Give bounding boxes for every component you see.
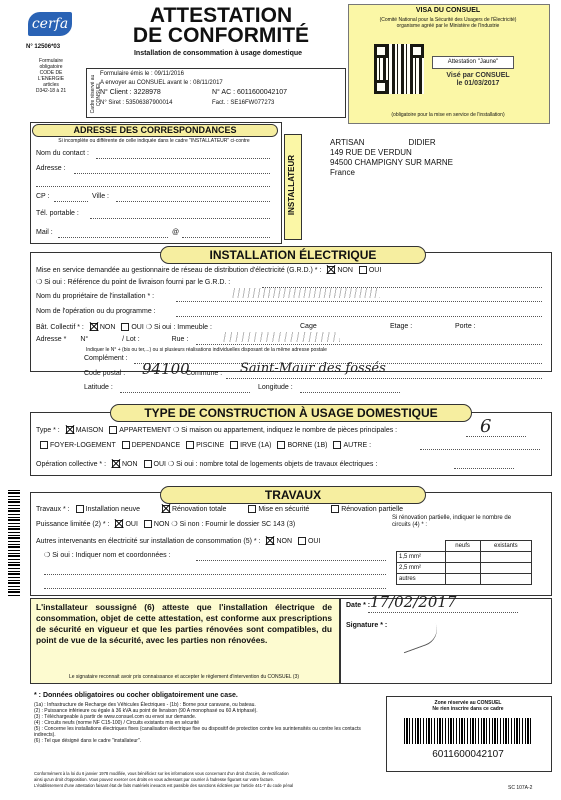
type-items-line: FOYER-LOGEMENT DEPENDANCE PISCINE IRVE (1A) BORNE (1B) AUTRE :: [36, 441, 371, 450]
owner-field[interactable]: [176, 301, 542, 302]
date-value: 17/02/2017: [370, 593, 457, 611]
zone-barcode: [404, 718, 532, 744]
complement-label: Complément :: [84, 355, 128, 362]
bat-non-checkbox[interactable]: [90, 323, 98, 331]
city-field[interactable]: [116, 201, 270, 202]
address-line: Adresse * N° / Lot : Rue :: [36, 336, 189, 343]
address-header: ADRESSE DES CORRESPONDANCES: [32, 124, 278, 137]
autres-line: Autres intervenants en électricité sur installation de consommation (5) * : NON OUI: [36, 537, 321, 545]
neuve-checkbox[interactable]: [76, 505, 84, 513]
grd-oui-checkbox[interactable]: [359, 266, 367, 274]
foyer-checkbox[interactable]: [40, 441, 48, 449]
date-label: Date * :: [346, 602, 371, 609]
statement-text: L'installateur soussigné (6) atteste que l'installation électrique de consommation, objet de cette attestation, est conforme aux prescriptions de sécurité en vigueur et que les parties rénovées sont compatibles, du point de vue de la sécurité, avec les parties non rénovées.: [36, 602, 332, 645]
si-oui-line: ❍ Si oui : Indiquer nom et coordonnées :: [44, 552, 171, 559]
appartement-checkbox[interactable]: [109, 426, 117, 434]
mail-domain-field[interactable]: [182, 237, 270, 238]
logements-field[interactable]: [454, 468, 514, 469]
cp-field[interactable]: [54, 201, 88, 202]
latitude-label: Latitude :: [84, 384, 113, 391]
collective-non-checkbox[interactable]: [112, 460, 120, 468]
grd-line: Mise en service demandée au gestionnaire de réseau de distribution d'électricité (G.R.D.) * : NON OUI: [36, 266, 382, 274]
qr-code: [374, 44, 424, 94]
latitude-field[interactable]: [120, 392, 250, 393]
bat-oui-checkbox[interactable]: [121, 323, 129, 331]
commune-label: Commune :: [186, 370, 223, 377]
mise-securite-checkbox[interactable]: [248, 505, 256, 513]
commune-value: Saint-Maur des fossés: [240, 361, 386, 376]
address-note: Indiquer le N° + (bis ou ter,...) ou si plusieurs réalisations individuelles disposant de la même adresse postale: [86, 347, 327, 353]
commune-field[interactable]: [226, 378, 542, 379]
intervenant-field[interactable]: [196, 560, 386, 561]
signature-label: Signature * :: [346, 622, 388, 629]
longitude-field[interactable]: [300, 392, 400, 393]
zone-number: 6011600042107: [432, 749, 504, 760]
intervenant-field-3[interactable]: [44, 588, 386, 589]
postal-code-value: 94100: [142, 360, 190, 378]
partial-note: Si rénovation partielle, indiquer le nombre de circuits (4) * :: [392, 515, 512, 528]
maison-checkbox[interactable]: [66, 426, 74, 434]
form-issued: Formulaire émis le : 09/11/2016: [100, 71, 184, 77]
bat-collectif-line: Bât. Collectif * : NON OUI ❍ Si oui : Immeuble :: [36, 323, 212, 331]
legal-side-text: Formulaire obligatoire CODE DE L'ENERGIE articles D342-18 à 21: [35, 58, 67, 94]
owner-scribble: [230, 288, 380, 298]
pieces-value: 6: [480, 416, 492, 437]
postal-code-label: Code postal :: [84, 370, 126, 377]
cp-label: CP :: [36, 193, 50, 200]
grd-ref-line: ❍ Si oui : Référence du point de livraison fourni par le G.R.D. :: [36, 279, 231, 286]
visa-header: VISA DU CONSUEL: [415, 7, 481, 14]
cerfa-logo: cerfa: [28, 12, 72, 36]
cerfa-number: N° 12506*03: [26, 44, 61, 50]
fact-number: Fact. : SE16FW077273: [212, 100, 275, 106]
send-before: A envoyer au CONSUEL avant le : 08/11/2017: [100, 80, 223, 86]
installation-header: INSTALLATION ÉLECTRIQUE: [160, 246, 426, 264]
zone-reservee-text: Zone réservée au CONSUEL Ne rien inscrire dans ce cadre: [432, 700, 504, 712]
street-scribble: [220, 332, 340, 342]
address-label: Adresse :: [36, 165, 66, 172]
visa-org: (Comité National pour la Sécurité des Usagers de l'Électricité) organisme agréé par le Ministère de l'Industrie: [379, 17, 517, 29]
porte-label: Porte :: [455, 323, 476, 330]
piscine-checkbox[interactable]: [186, 441, 194, 449]
renovation-totale-checkbox[interactable]: [162, 505, 170, 513]
page-title: ATTESTATION DE CONFORMITÉ: [132, 4, 310, 47]
construction-header: TYPE DE CONSTRUCTION À USAGE DOMESTIQUE: [110, 404, 472, 422]
puissance-oui-checkbox[interactable]: [115, 520, 123, 528]
address-field[interactable]: [74, 173, 270, 174]
cage-label: Cage: [300, 323, 317, 330]
intervenant-field-2[interactable]: [44, 574, 386, 575]
etage-label: Etage :: [390, 323, 413, 330]
address-field-2[interactable]: [36, 186, 270, 187]
city-label: Ville :: [92, 193, 109, 200]
installer-address: ARTISAN DIDIER 149 RUE DE VERDUN 94500 CHAMPIGNY SUR MARNE France: [330, 138, 453, 177]
phone-label: Tél. portable :: [36, 210, 79, 217]
autre-checkbox[interactable]: [333, 441, 341, 449]
visa-stamp: Visé par CONSUEL le 01/03/2017: [446, 72, 510, 87]
date-field[interactable]: [368, 612, 518, 613]
reserved-side-label: Cadre réservé au CONSUEL: [90, 74, 102, 114]
address-sub: Si incomplète ou différente de celle indiquée dans le cadre "INSTALLATEUR" ci-contre: [58, 138, 250, 144]
installer-side-label: INSTALLATEUR: [287, 154, 296, 216]
collective-oui-checkbox[interactable]: [144, 460, 152, 468]
visa-footer: (obligatoire pour la mise en service de l'installation): [391, 112, 505, 118]
statement-footer: Le signataire reconnait avoir pris connaissance et accepter le règlement d'intervention du CONSUEL (3): [68, 674, 300, 680]
travaux-line: Travaux * : Installation neuve Rénovation totale Mise en sécurité Rénovation partielle: [36, 505, 404, 513]
autre-field[interactable]: [420, 449, 540, 450]
operation-field[interactable]: [176, 316, 542, 317]
ac-number: N° AC : 6011600042107: [212, 89, 288, 96]
borne-checkbox[interactable]: [277, 441, 285, 449]
collective-line: Opération collective * : NON OUI ❍ Si oui : nombre total de logements objets de travaux électriques :: [36, 460, 378, 468]
notes-list: (1a) : Infrastructure de Recharge des Véhicules Électriques - (1b) : Borne pour caravane, ou bateau. (2) : Puissance inférieure ou égale à 36 kVA au point de livraison (90 A monophasé ou 60 A triphasé). (3) : Téléchargeable à partir de www.consuel.com ou envoi sur demande. (4) : Circuits neufs (norme NF C15-100) / Circuits existants mis en sécurité (5) : Concerne les installations électriques fixes (canalisation électrique fixe ou dispositif de protection contre les surintensités ou contre les contacts indirects). (6) : Tel que désigné dans le cadre "installateur".: [34, 702, 361, 744]
street-field[interactable]: [196, 344, 542, 345]
pieces-field[interactable]: [466, 436, 526, 437]
puissance-non-checkbox[interactable]: [144, 520, 152, 528]
mail-field[interactable]: [58, 237, 168, 238]
grd-non-checkbox[interactable]: [327, 266, 335, 274]
notes-legal: Conformément à la loi du 6 janvier 1978 modifiée, vous bénéficiez sur les informations vous concernant d'un droit d'accès, de rectification ainsi qu'un droit d'opposition. Vous pouvez exercer ces droits en vous adressant par courrier à l'adresse figurant sur votre facture. L'établissement d'une attestation faisant état de faits matériels inexacts est passible des sanctions édictées par l'article 441-7 du code pénal: [34, 771, 294, 788]
puissance-line: Puissance limitée (2) * : OUI NON ❍ Si non : Fournir le dossier SC 143 (3): [36, 520, 296, 528]
siret-number: N° Siret : 53506387900014: [100, 100, 173, 106]
operation-label: Nom de l'opération ou du programme :: [36, 308, 156, 315]
phone-field[interactable]: [90, 218, 270, 219]
side-barcode: [8, 488, 20, 596]
type-line: Type * : MAISON APPARTEMENT ❍ Si maison ou appartement, indiquez le nombre de pièces principales :: [36, 426, 398, 434]
contact-name-field[interactable]: [96, 158, 270, 159]
contact-name-label: Nom du contact :: [36, 150, 89, 157]
irve-checkbox[interactable]: [230, 441, 238, 449]
autres-oui-checkbox[interactable]: [298, 537, 306, 545]
renovation-partielle-checkbox[interactable]: [331, 505, 339, 513]
dependance-checkbox[interactable]: [122, 441, 130, 449]
form-code: SC 107A-2: [508, 785, 533, 791]
mail-label: Mail :: [36, 229, 53, 236]
at-sign: @: [172, 229, 180, 236]
circuits-table: neufs existants 1,5 mm² 2,5 mm² autres: [396, 540, 532, 585]
page-subtitle: Installation de consommation à usage domestique: [133, 50, 303, 57]
autres-non-checkbox[interactable]: [266, 537, 274, 545]
notes-header: * : Données obligatoires ou cocher obligatoirement une case.: [34, 692, 238, 699]
travaux-header: TRAVAUX: [160, 486, 426, 504]
attestation-type: Attestation "Jaune": [432, 56, 514, 69]
client-number: N° Client : 3228978: [100, 89, 161, 96]
owner-label: Nom du propriétaire de l'installation * :: [36, 293, 155, 300]
longitude-label: Longitude :: [258, 384, 293, 391]
